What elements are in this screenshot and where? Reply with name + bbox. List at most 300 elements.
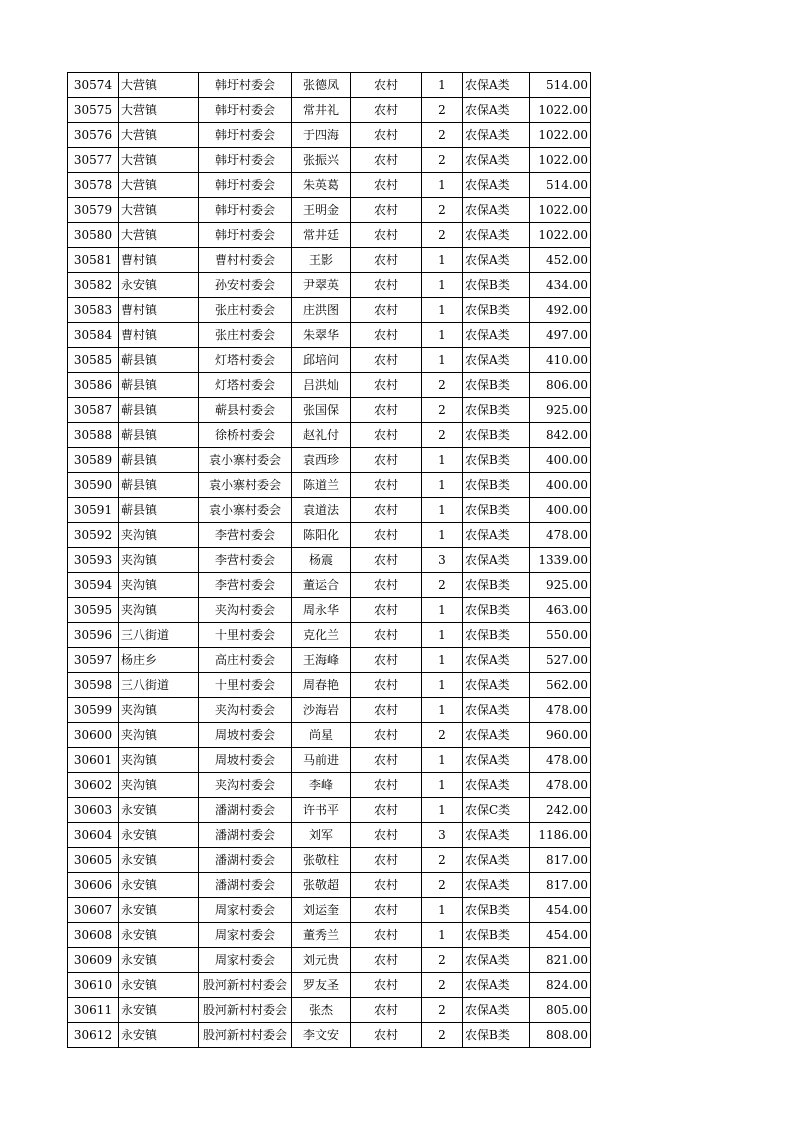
town-cell: 大营镇 bbox=[119, 198, 199, 223]
insurance-category-cell: 农保B类 bbox=[463, 898, 530, 923]
village-committee-cell: 张庄村委会 bbox=[199, 298, 292, 323]
household-type-cell: 农村 bbox=[351, 873, 422, 898]
table-row bbox=[68, 598, 591, 623]
table-row bbox=[68, 323, 591, 348]
record-id-cell: 30574 bbox=[68, 73, 119, 98]
household-type-cell: 农村 bbox=[351, 423, 422, 448]
household-type-cell: 农村 bbox=[351, 523, 422, 548]
person-name-cell: 克化兰 bbox=[292, 623, 351, 648]
insurance-category-cell: 农保B类 bbox=[463, 598, 530, 623]
table-row bbox=[68, 998, 591, 1023]
insurance-category-cell: 农保A类 bbox=[463, 648, 530, 673]
insurance-category-cell: 农保A类 bbox=[463, 973, 530, 998]
amount-cell: 805.00 bbox=[530, 998, 591, 1023]
insurance-category-cell: 农保A类 bbox=[463, 123, 530, 148]
amount-cell: 527.00 bbox=[530, 648, 591, 673]
record-id-cell: 30581 bbox=[68, 248, 119, 273]
table-row bbox=[68, 898, 591, 923]
village-committee-cell: 韩圩村委会 bbox=[199, 148, 292, 173]
amount-cell: 434.00 bbox=[530, 273, 591, 298]
insurance-category-cell: 农保A类 bbox=[463, 548, 530, 573]
table-row bbox=[68, 748, 591, 773]
member-count-cell: 1 bbox=[422, 773, 463, 798]
person-name-cell: 周春艳 bbox=[292, 673, 351, 698]
table-row bbox=[68, 348, 591, 373]
amount-cell: 817.00 bbox=[530, 873, 591, 898]
town-cell: 曹村镇 bbox=[119, 248, 199, 273]
person-name-cell: 庄洪图 bbox=[292, 298, 351, 323]
amount-cell: 1022.00 bbox=[530, 223, 591, 248]
household-type-cell: 农村 bbox=[351, 373, 422, 398]
village-committee-cell: 夹沟村委会 bbox=[199, 773, 292, 798]
table-body bbox=[68, 73, 591, 1048]
member-count-cell: 2 bbox=[422, 873, 463, 898]
amount-cell: 1339.00 bbox=[530, 548, 591, 573]
record-table bbox=[67, 72, 591, 1048]
member-count-cell: 1 bbox=[422, 523, 463, 548]
table-row bbox=[68, 273, 591, 298]
person-name-cell: 沙海岩 bbox=[292, 698, 351, 723]
village-committee-cell: 灯塔村委会 bbox=[199, 373, 292, 398]
member-count-cell: 1 bbox=[422, 923, 463, 948]
record-id-cell: 30599 bbox=[68, 698, 119, 723]
record-id-cell: 30579 bbox=[68, 198, 119, 223]
amount-cell: 1022.00 bbox=[530, 148, 591, 173]
household-type-cell: 农村 bbox=[351, 798, 422, 823]
member-count-cell: 2 bbox=[422, 973, 463, 998]
member-count-cell: 2 bbox=[422, 723, 463, 748]
table-row bbox=[68, 823, 591, 848]
record-id-cell: 30595 bbox=[68, 598, 119, 623]
member-count-cell: 2 bbox=[422, 998, 463, 1023]
amount-cell: 497.00 bbox=[530, 323, 591, 348]
amount-cell: 1022.00 bbox=[530, 98, 591, 123]
household-type-cell: 农村 bbox=[351, 673, 422, 698]
record-id-cell: 30597 bbox=[68, 648, 119, 673]
amount-cell: 478.00 bbox=[530, 698, 591, 723]
amount-cell: 1022.00 bbox=[530, 198, 591, 223]
person-name-cell: 于四海 bbox=[292, 123, 351, 148]
village-committee-cell: 十里村委会 bbox=[199, 673, 292, 698]
member-count-cell: 2 bbox=[422, 948, 463, 973]
insurance-category-cell: 农保B类 bbox=[463, 298, 530, 323]
member-count-cell: 1 bbox=[422, 448, 463, 473]
table-row bbox=[68, 498, 591, 523]
insurance-category-cell: 农保A类 bbox=[463, 348, 530, 373]
town-cell: 大营镇 bbox=[119, 98, 199, 123]
insurance-category-cell: 农保A类 bbox=[463, 223, 530, 248]
village-committee-cell: 蕲县村委会 bbox=[199, 398, 292, 423]
record-id-cell: 30606 bbox=[68, 873, 119, 898]
amount-cell: 514.00 bbox=[530, 173, 591, 198]
record-id-cell: 30605 bbox=[68, 848, 119, 873]
household-type-cell: 农村 bbox=[351, 648, 422, 673]
record-id-cell: 30582 bbox=[68, 273, 119, 298]
person-name-cell: 尹翠英 bbox=[292, 273, 351, 298]
insurance-category-cell: 农保B类 bbox=[463, 1023, 530, 1048]
table-row bbox=[68, 698, 591, 723]
record-id-cell: 30591 bbox=[68, 498, 119, 523]
household-type-cell: 农村 bbox=[351, 173, 422, 198]
town-cell: 曹村镇 bbox=[119, 323, 199, 348]
town-cell: 夹沟镇 bbox=[119, 748, 199, 773]
household-type-cell: 农村 bbox=[351, 698, 422, 723]
person-name-cell: 尚星 bbox=[292, 723, 351, 748]
person-name-cell: 刘军 bbox=[292, 823, 351, 848]
table-row bbox=[68, 573, 591, 598]
member-count-cell: 1 bbox=[422, 273, 463, 298]
person-name-cell: 张振兴 bbox=[292, 148, 351, 173]
village-committee-cell: 韩圩村委会 bbox=[199, 73, 292, 98]
town-cell: 夹沟镇 bbox=[119, 773, 199, 798]
household-type-cell: 农村 bbox=[351, 823, 422, 848]
table-row bbox=[68, 123, 591, 148]
town-cell: 永安镇 bbox=[119, 923, 199, 948]
household-type-cell: 农村 bbox=[351, 848, 422, 873]
record-id-cell: 30592 bbox=[68, 523, 119, 548]
record-id-cell: 30588 bbox=[68, 423, 119, 448]
household-type-cell: 农村 bbox=[351, 723, 422, 748]
town-cell: 大营镇 bbox=[119, 173, 199, 198]
household-type-cell: 农村 bbox=[351, 473, 422, 498]
table-row bbox=[68, 848, 591, 873]
insurance-category-cell: 农保A类 bbox=[463, 848, 530, 873]
table-row bbox=[68, 73, 591, 98]
amount-cell: 925.00 bbox=[530, 398, 591, 423]
insurance-category-cell: 农保B类 bbox=[463, 373, 530, 398]
village-committee-cell: 袁小寨村委会 bbox=[199, 448, 292, 473]
member-count-cell: 3 bbox=[422, 548, 463, 573]
person-name-cell: 马前进 bbox=[292, 748, 351, 773]
record-id-cell: 30601 bbox=[68, 748, 119, 773]
insurance-category-cell: 农保A类 bbox=[463, 198, 530, 223]
town-cell: 夹沟镇 bbox=[119, 523, 199, 548]
household-type-cell: 农村 bbox=[351, 773, 422, 798]
record-id-cell: 30612 bbox=[68, 1023, 119, 1048]
record-id-cell: 30583 bbox=[68, 298, 119, 323]
village-committee-cell: 周坡村委会 bbox=[199, 723, 292, 748]
person-name-cell: 王明金 bbox=[292, 198, 351, 223]
household-type-cell: 农村 bbox=[351, 998, 422, 1023]
amount-cell: 824.00 bbox=[530, 973, 591, 998]
amount-cell: 454.00 bbox=[530, 923, 591, 948]
village-committee-cell: 股河新村村委会 bbox=[199, 998, 292, 1023]
town-cell: 永安镇 bbox=[119, 998, 199, 1023]
table-row bbox=[68, 548, 591, 573]
town-cell: 蕲县镇 bbox=[119, 398, 199, 423]
table-row bbox=[68, 98, 591, 123]
amount-cell: 478.00 bbox=[530, 523, 591, 548]
record-id-cell: 30587 bbox=[68, 398, 119, 423]
person-name-cell: 袁道法 bbox=[292, 498, 351, 523]
member-count-cell: 1 bbox=[422, 598, 463, 623]
insurance-category-cell: 农保B类 bbox=[463, 398, 530, 423]
table-row bbox=[68, 423, 591, 448]
insurance-category-cell: 农保A类 bbox=[463, 523, 530, 548]
town-cell: 蕲县镇 bbox=[119, 448, 199, 473]
table-row bbox=[68, 223, 591, 248]
household-type-cell: 农村 bbox=[351, 73, 422, 98]
village-committee-cell: 周坡村委会 bbox=[199, 748, 292, 773]
village-committee-cell: 李营村委会 bbox=[199, 523, 292, 548]
household-type-cell: 农村 bbox=[351, 623, 422, 648]
person-name-cell: 王海峰 bbox=[292, 648, 351, 673]
insurance-category-cell: 农保C类 bbox=[463, 798, 530, 823]
village-committee-cell: 潘湖村委会 bbox=[199, 848, 292, 873]
record-id-cell: 30609 bbox=[68, 948, 119, 973]
village-committee-cell: 潘湖村委会 bbox=[199, 798, 292, 823]
town-cell: 永安镇 bbox=[119, 973, 199, 998]
household-type-cell: 农村 bbox=[351, 123, 422, 148]
household-type-cell: 农村 bbox=[351, 348, 422, 373]
village-committee-cell: 夹沟村委会 bbox=[199, 598, 292, 623]
insurance-category-cell: 农保B类 bbox=[463, 498, 530, 523]
town-cell: 永安镇 bbox=[119, 848, 199, 873]
member-count-cell: 1 bbox=[422, 623, 463, 648]
record-id-cell: 30611 bbox=[68, 998, 119, 1023]
table-row bbox=[68, 923, 591, 948]
person-name-cell: 罗友圣 bbox=[292, 973, 351, 998]
member-count-cell: 1 bbox=[422, 298, 463, 323]
record-id-cell: 30596 bbox=[68, 623, 119, 648]
insurance-category-cell: 农保A类 bbox=[463, 873, 530, 898]
insurance-category-cell: 农保A类 bbox=[463, 98, 530, 123]
village-committee-cell: 韩圩村委会 bbox=[199, 198, 292, 223]
table-row bbox=[68, 448, 591, 473]
village-committee-cell: 夹沟村委会 bbox=[199, 698, 292, 723]
table-row bbox=[68, 673, 591, 698]
member-count-cell: 1 bbox=[422, 473, 463, 498]
person-name-cell: 刘元贵 bbox=[292, 948, 351, 973]
insurance-category-cell: 农保A类 bbox=[463, 323, 530, 348]
village-committee-cell: 周家村委会 bbox=[199, 898, 292, 923]
village-committee-cell: 孙安村委会 bbox=[199, 273, 292, 298]
member-count-cell: 1 bbox=[422, 748, 463, 773]
record-id-cell: 30575 bbox=[68, 98, 119, 123]
person-name-cell: 陈道兰 bbox=[292, 473, 351, 498]
member-count-cell: 2 bbox=[422, 1023, 463, 1048]
insurance-category-cell: 农保A类 bbox=[463, 698, 530, 723]
town-cell: 蕲县镇 bbox=[119, 373, 199, 398]
record-id-cell: 30578 bbox=[68, 173, 119, 198]
person-name-cell: 朱英葛 bbox=[292, 173, 351, 198]
town-cell: 永安镇 bbox=[119, 873, 199, 898]
village-committee-cell: 韩圩村委会 bbox=[199, 223, 292, 248]
person-name-cell: 李峰 bbox=[292, 773, 351, 798]
person-name-cell: 赵礼付 bbox=[292, 423, 351, 448]
amount-cell: 514.00 bbox=[530, 73, 591, 98]
household-type-cell: 农村 bbox=[351, 748, 422, 773]
record-id-cell: 30576 bbox=[68, 123, 119, 148]
insurance-category-cell: 农保B类 bbox=[463, 448, 530, 473]
table-row bbox=[68, 973, 591, 998]
village-committee-cell: 袁小寨村委会 bbox=[199, 498, 292, 523]
amount-cell: 925.00 bbox=[530, 573, 591, 598]
insurance-category-cell: 农保B类 bbox=[463, 473, 530, 498]
person-name-cell: 吕洪灿 bbox=[292, 373, 351, 398]
person-name-cell: 张国保 bbox=[292, 398, 351, 423]
table-row bbox=[68, 623, 591, 648]
member-count-cell: 1 bbox=[422, 323, 463, 348]
village-committee-cell: 徐桥村委会 bbox=[199, 423, 292, 448]
town-cell: 永安镇 bbox=[119, 948, 199, 973]
member-count-cell: 2 bbox=[422, 123, 463, 148]
household-type-cell: 农村 bbox=[351, 973, 422, 998]
household-type-cell: 农村 bbox=[351, 298, 422, 323]
member-count-cell: 2 bbox=[422, 373, 463, 398]
member-count-cell: 1 bbox=[422, 673, 463, 698]
record-id-cell: 30580 bbox=[68, 223, 119, 248]
table-row bbox=[68, 1023, 591, 1048]
record-id-cell: 30598 bbox=[68, 673, 119, 698]
insurance-category-cell: 农保A类 bbox=[463, 723, 530, 748]
person-name-cell: 邱培问 bbox=[292, 348, 351, 373]
insurance-category-cell: 农保A类 bbox=[463, 998, 530, 1023]
household-type-cell: 农村 bbox=[351, 1023, 422, 1048]
amount-cell: 400.00 bbox=[530, 498, 591, 523]
household-type-cell: 农村 bbox=[351, 948, 422, 973]
amount-cell: 400.00 bbox=[530, 473, 591, 498]
insurance-category-cell: 农保A类 bbox=[463, 173, 530, 198]
person-name-cell: 陈阳化 bbox=[292, 523, 351, 548]
amount-cell: 454.00 bbox=[530, 898, 591, 923]
member-count-cell: 1 bbox=[422, 73, 463, 98]
insurance-category-cell: 农保A类 bbox=[463, 748, 530, 773]
table-row bbox=[68, 373, 591, 398]
village-committee-cell: 周家村委会 bbox=[199, 948, 292, 973]
person-name-cell: 张德凤 bbox=[292, 73, 351, 98]
record-id-cell: 30603 bbox=[68, 798, 119, 823]
member-count-cell: 1 bbox=[422, 698, 463, 723]
table-row bbox=[68, 873, 591, 898]
record-id-cell: 30608 bbox=[68, 923, 119, 948]
person-name-cell: 李文安 bbox=[292, 1023, 351, 1048]
village-committee-cell: 周家村委会 bbox=[199, 923, 292, 948]
table-row bbox=[68, 298, 591, 323]
person-name-cell: 张敬超 bbox=[292, 873, 351, 898]
record-id-cell: 30593 bbox=[68, 548, 119, 573]
town-cell: 大营镇 bbox=[119, 148, 199, 173]
record-id-cell: 30604 bbox=[68, 823, 119, 848]
household-type-cell: 农村 bbox=[351, 273, 422, 298]
household-type-cell: 农村 bbox=[351, 198, 422, 223]
village-committee-cell: 韩圩村委会 bbox=[199, 123, 292, 148]
village-committee-cell: 曹村村委会 bbox=[199, 248, 292, 273]
household-type-cell: 农村 bbox=[351, 98, 422, 123]
table-row bbox=[68, 798, 591, 823]
amount-cell: 400.00 bbox=[530, 448, 591, 473]
amount-cell: 492.00 bbox=[530, 298, 591, 323]
table-row bbox=[68, 173, 591, 198]
insurance-category-cell: 农保A类 bbox=[463, 773, 530, 798]
household-type-cell: 农村 bbox=[351, 598, 422, 623]
record-id-cell: 30577 bbox=[68, 148, 119, 173]
person-name-cell: 董秀兰 bbox=[292, 923, 351, 948]
household-type-cell: 农村 bbox=[351, 148, 422, 173]
amount-cell: 452.00 bbox=[530, 248, 591, 273]
village-committee-cell: 韩圩村委会 bbox=[199, 173, 292, 198]
record-id-cell: 30586 bbox=[68, 373, 119, 398]
insurance-category-cell: 农保B类 bbox=[463, 273, 530, 298]
village-committee-cell: 十里村委会 bbox=[199, 623, 292, 648]
record-id-cell: 30585 bbox=[68, 348, 119, 373]
town-cell: 夹沟镇 bbox=[119, 573, 199, 598]
household-type-cell: 农村 bbox=[351, 898, 422, 923]
table-row bbox=[68, 398, 591, 423]
town-cell: 永安镇 bbox=[119, 798, 199, 823]
record-id-cell: 30584 bbox=[68, 323, 119, 348]
amount-cell: 1022.00 bbox=[530, 123, 591, 148]
record-id-cell: 30602 bbox=[68, 773, 119, 798]
member-count-cell: 2 bbox=[422, 398, 463, 423]
town-cell: 夹沟镇 bbox=[119, 548, 199, 573]
amount-cell: 806.00 bbox=[530, 373, 591, 398]
household-type-cell: 农村 bbox=[351, 548, 422, 573]
record-id-cell: 30607 bbox=[68, 898, 119, 923]
amount-cell: 550.00 bbox=[530, 623, 591, 648]
amount-cell: 410.00 bbox=[530, 348, 591, 373]
member-count-cell: 1 bbox=[422, 498, 463, 523]
table-row bbox=[68, 723, 591, 748]
person-name-cell: 周永华 bbox=[292, 598, 351, 623]
person-name-cell: 刘运奎 bbox=[292, 898, 351, 923]
member-count-cell: 1 bbox=[422, 648, 463, 673]
village-committee-cell: 灯塔村委会 bbox=[199, 348, 292, 373]
record-id-cell: 30610 bbox=[68, 973, 119, 998]
amount-cell: 821.00 bbox=[530, 948, 591, 973]
town-cell: 蕲县镇 bbox=[119, 498, 199, 523]
amount-cell: 242.00 bbox=[530, 798, 591, 823]
household-type-cell: 农村 bbox=[351, 573, 422, 598]
amount-cell: 817.00 bbox=[530, 848, 591, 873]
town-cell: 夹沟镇 bbox=[119, 598, 199, 623]
town-cell: 大营镇 bbox=[119, 223, 199, 248]
town-cell: 永安镇 bbox=[119, 898, 199, 923]
village-committee-cell: 李营村委会 bbox=[199, 548, 292, 573]
amount-cell: 562.00 bbox=[530, 673, 591, 698]
insurance-category-cell: 农保B类 bbox=[463, 623, 530, 648]
member-count-cell: 1 bbox=[422, 348, 463, 373]
village-committee-cell: 股河新村村委会 bbox=[199, 1023, 292, 1048]
person-name-cell: 朱翠华 bbox=[292, 323, 351, 348]
insurance-category-cell: 农保B类 bbox=[463, 573, 530, 598]
insurance-category-cell: 农保B类 bbox=[463, 423, 530, 448]
village-committee-cell: 高庄村委会 bbox=[199, 648, 292, 673]
village-committee-cell: 股河新村村委会 bbox=[199, 973, 292, 998]
table-row bbox=[68, 148, 591, 173]
amount-cell: 463.00 bbox=[530, 598, 591, 623]
table-row bbox=[68, 648, 591, 673]
town-cell: 永安镇 bbox=[119, 1023, 199, 1048]
member-count-cell: 2 bbox=[422, 98, 463, 123]
amount-cell: 960.00 bbox=[530, 723, 591, 748]
person-name-cell: 张敬柱 bbox=[292, 848, 351, 873]
town-cell: 夹沟镇 bbox=[119, 698, 199, 723]
record-id-cell: 30594 bbox=[68, 573, 119, 598]
village-committee-cell: 张庄村委会 bbox=[199, 323, 292, 348]
amount-cell: 478.00 bbox=[530, 773, 591, 798]
table-row bbox=[68, 248, 591, 273]
town-cell: 大营镇 bbox=[119, 123, 199, 148]
person-name-cell: 袁西珍 bbox=[292, 448, 351, 473]
town-cell: 三八街道 bbox=[119, 623, 199, 648]
town-cell: 三八街道 bbox=[119, 673, 199, 698]
person-name-cell: 常井礼 bbox=[292, 98, 351, 123]
household-type-cell: 农村 bbox=[351, 398, 422, 423]
town-cell: 永安镇 bbox=[119, 273, 199, 298]
insurance-category-cell: 农保A类 bbox=[463, 823, 530, 848]
household-type-cell: 农村 bbox=[351, 223, 422, 248]
